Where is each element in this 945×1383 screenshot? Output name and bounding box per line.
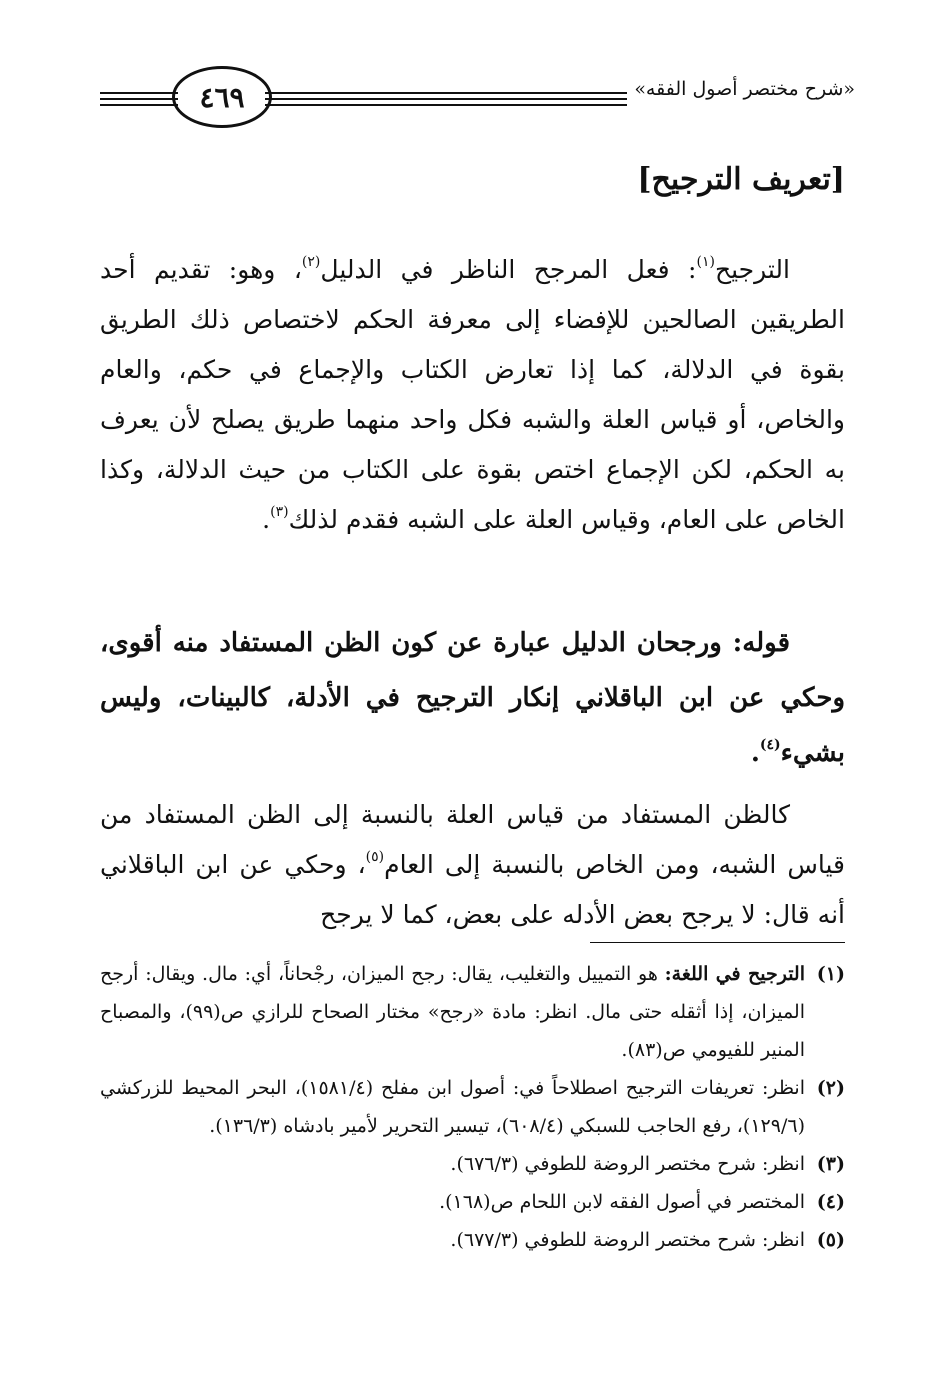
text-run: ، وحكي عن ابن الباقلاني أنه قال: لا يرجح بعض الأدله على بعض، كما لا يرجح <box>100 850 845 929</box>
header-rule <box>100 92 178 94</box>
text-run: كالظن المستفاد من قياس العلة بالنسبة إلى الظن المستفاد من قياس الشبه، ومن الخاص بالنسبة إلى العام <box>100 800 845 879</box>
footnotes <box>100 955 845 1259</box>
footnote <box>100 1183 845 1221</box>
footnote-text: هو التمييل والتغليب، يقال: رجح الميزان، رجْحاناً، أي: مال. ويقال: أرجح الميزان، إذا أثقله حتى مال. انظر: مادة «رجح» مختار الصحاح للرازي ص(٩٩)، والمصباح المنير للفيومي ص(٨٣). <box>100 963 805 1061</box>
text-run: قوله: ورجحان الدليل عبارة عن كون الظن المستفاد منه أقوى، وحكي عن ابن الباقلاني إنكار الترجيح في الأدلة، كالبينات، وليس بشيء <box>100 628 845 768</box>
footnote-number: (٤) <box>816 1191 845 1213</box>
text-run: : فعل المرجح الناظر في الدليل <box>320 255 697 284</box>
header-rule <box>265 92 627 94</box>
header-rule <box>265 98 627 100</box>
footnote-ref: (٤) <box>759 737 781 753</box>
footnote <box>100 955 845 1069</box>
text-run: ، وهو: تقديم أحد الطريقين الصالحين للإفضاء إلى معرفة الحكم لاختصاص ذلك الطريق بقوة في الدلالة، كما إذا تعارض الكتاب والإجماع في حكم، والعام والخاص، أو قياس العلة والشبه فكل واحد منهما طريق يصلح لأن يعرف به الحكم، لكن الإجماع اختص بقوة على الكتاب من حيث الدلالة، وكذا الخاص على العام، وقياس العلة على الشبه فقدم لذلك <box>100 255 845 534</box>
footnote-number: (٢) <box>816 1077 845 1099</box>
text-run: . <box>262 505 271 534</box>
page-number: ٤٦٩ <box>172 66 272 128</box>
footnote-ref: (١) <box>696 254 715 270</box>
book-title: «شرح مختصر أصول الفقه» <box>634 78 855 100</box>
footnote-separator <box>590 942 845 943</box>
paragraph-definition <box>100 245 845 545</box>
footnote-text: انظر: شرح مختصر الروضة للطوفي (٦٧٧/٣). <box>450 1229 805 1251</box>
footnote-number: (٣) <box>816 1153 845 1175</box>
footnote <box>100 1069 845 1145</box>
footnote-text: انظر: شرح مختصر الروضة للطوفي (٦٧٦/٣). <box>450 1153 805 1175</box>
paragraph-matn <box>100 616 845 781</box>
footnote-ref: (٥) <box>365 849 385 865</box>
footnote-ref: (٣) <box>270 504 289 520</box>
text-run: الترجيح <box>714 255 790 284</box>
section-title: [تعريف الترجيح] <box>637 162 845 197</box>
footnote-number: (١) <box>816 963 845 985</box>
footnote-text: انظر: تعريفات الترجيح اصطلاحاً في: أصول ابن مفلح (١٥٨١/٤)، البحر المحيط للزركشي (١٢٩/٦)، رفع الحاجب للسبكي (٦٠٨/٤)، تيسير التحرير لأمير بادشاه (١٣٦/٣). <box>100 1077 805 1137</box>
running-header <box>100 62 855 132</box>
footnote-lead: الترجيح في اللغة: <box>664 963 805 985</box>
header-rule <box>100 104 178 106</box>
header-rule <box>100 98 178 100</box>
footnote-number: (٥) <box>816 1229 845 1251</box>
header-rule <box>265 104 627 106</box>
paragraph-commentary <box>100 790 845 940</box>
footnote-text: المختصر في أصول الفقه لابن اللحام ص(١٦٨). <box>439 1191 805 1213</box>
footnote <box>100 1145 845 1183</box>
footnote <box>100 1221 845 1259</box>
text-run: . <box>750 738 760 768</box>
footnote-ref: (٢) <box>301 254 321 270</box>
